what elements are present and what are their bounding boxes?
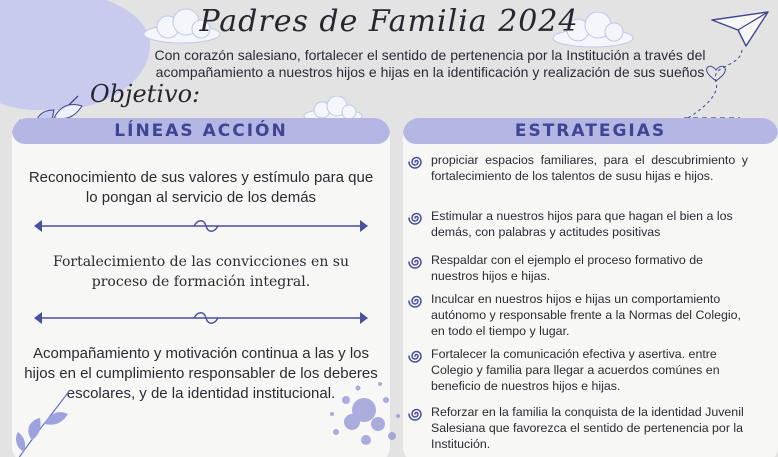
linea-accion-item: Fortalecimiento de las convicciones en su proceso de formación integral. [53, 254, 349, 290]
spiral-bullet-icon [407, 348, 423, 364]
ink-splash-decoration [322, 370, 408, 457]
estrategias-title: ESTRATEGIAS [514, 121, 667, 141]
estrategia-text: propiciar espacios familiares, para el descubrimiento y fortalecimiento de los talentos de susu hijas e hijos. [431, 153, 748, 183]
leaf-branch-icon [12, 386, 76, 457]
estrategia-text: Fortalecer la comunicación efectiva y asertiva. entre Colegio y familia para llegar a acuerdos comúnes en beneficio de nuestros hijos e hijas. [431, 347, 720, 393]
objective-label: Objetivo: [90, 80, 201, 108]
objective-text: Con corazón salesiano, fortalecer el sentido de pertenencia por la Institución a través del acompañamiento a nuestros hijos e hijas en la identificación y realización de sus sueños [154, 47, 706, 80]
estrategias-header [403, 118, 778, 144]
page-title: Padres de Familia 2024 [199, 4, 579, 39]
spiral-bullet-icon [407, 210, 423, 226]
estrategia-text: Estimular a nuestros hijos para que hagan el bien a los demás, con palabras y actitudes positivas [431, 209, 733, 239]
ornament-divider [34, 310, 368, 326]
linea-accion-item: Reconocimiento de sus valores y estímulo para que lo pongan al servicio de los demás [28, 169, 374, 206]
spiral-bullet-icon [407, 254, 423, 270]
linea-accion-item: Acompañamiento y motivación continua a las y los hijos en el cumplimiento responsabler de los deberes escolares, y de la identidad institucional. [24, 345, 378, 402]
estrategia-text: Reforzar en la familia la conquista de la identidad Juvenil Salesiana que favorezca el sentido de pertenencia por la Institución. [431, 405, 744, 451]
spiral-bullet-icon [407, 406, 423, 422]
estrategia-text: Respaldar con el ejemplo el proceso formativo de nuestros hijos e hijas. [431, 253, 704, 283]
estrategias-panel [403, 118, 778, 457]
estrategia-text: Inculcar en nuestros hijos e hijas un comportamiento autónomo y responsable frente a la Normas del Colegio, en todo el tiempo y lugar. [431, 292, 741, 338]
spiral-bullet-icon [407, 293, 423, 309]
lineas-accion-header [12, 118, 390, 144]
ornament-divider [34, 218, 368, 234]
spiral-bullet-icon [407, 154, 423, 170]
lineas-accion-title: LÍNEAS ACCIÓN [114, 121, 288, 141]
